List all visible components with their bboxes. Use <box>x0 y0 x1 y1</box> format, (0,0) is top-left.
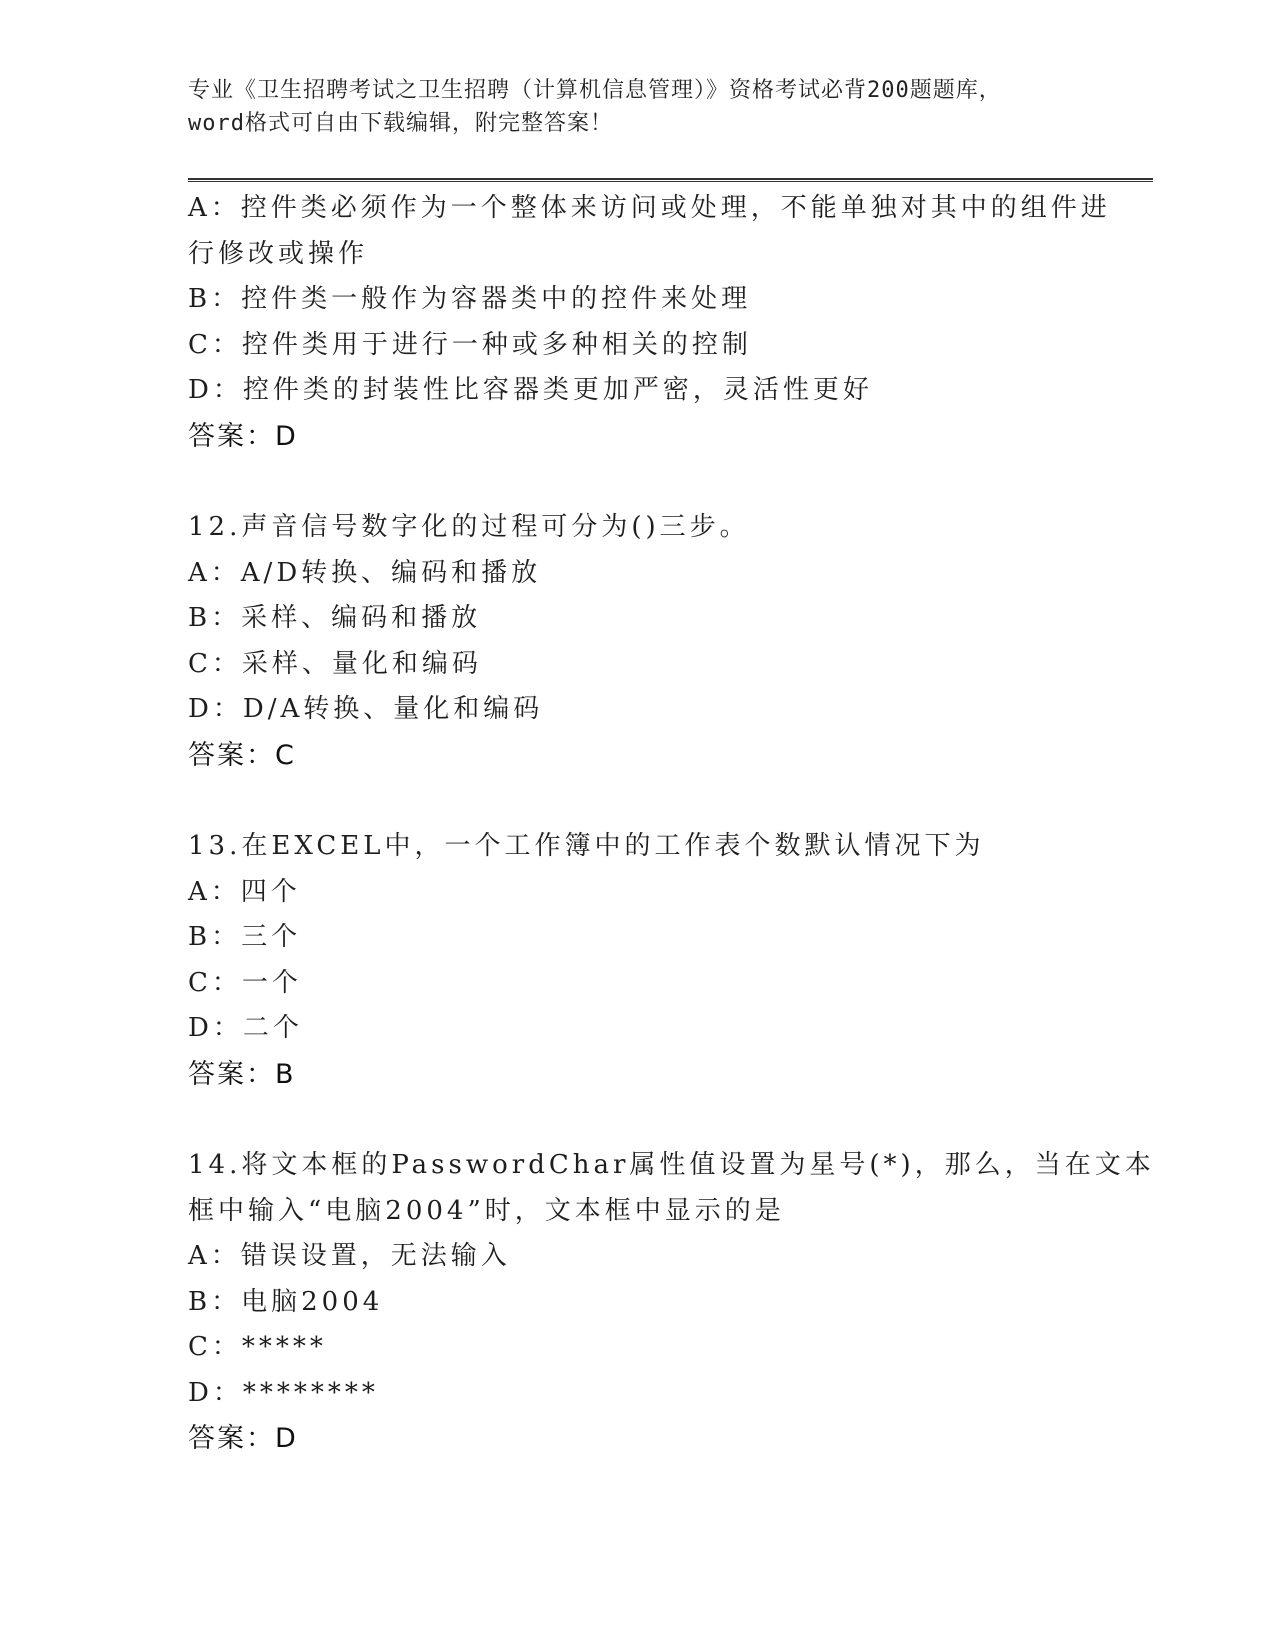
header-line-2: word格式可自由下载编辑，附完整答案！ <box>188 111 613 136</box>
option-a: A：控件类必须作为一个整体来访问或处理，不能单独对其中的组件进 <box>188 193 1111 223</box>
option-d: D：二个 <box>188 1013 303 1043</box>
question-block-13 <box>188 824 1078 1097</box>
option-b: B：控件类一般作为容器类中的控件来处理 <box>188 284 752 314</box>
header-line-1: 专业《卫生招聘考试之卫生招聘（计算机信息管理）》资格考试必背200题题库， <box>188 78 1002 103</box>
option-b: B：电脑2004 <box>188 1286 384 1317</box>
question-text: 14.将文本框的PasswordChar属性值设置为星号(*)，那么，当在文本 <box>188 1150 1155 1180</box>
question-block-12 <box>188 505 1078 778</box>
spacer <box>188 1097 1078 1143</box>
option-b: B：三个 <box>188 922 302 952</box>
document-header <box>188 74 1108 140</box>
spacer <box>188 778 1078 824</box>
option-b: B：采样、编码和播放 <box>188 603 482 633</box>
option-c: C：一个 <box>188 967 302 998</box>
option-a: A：A/D转换、编码和播放 <box>188 557 542 588</box>
answer-line: 答案：D <box>188 1423 298 1454</box>
option-d: D：D/A转换、量化和编码 <box>188 694 544 724</box>
question-block-14 <box>188 1143 1155 1462</box>
question-block-11 <box>188 186 1111 459</box>
answer-line: 答案：D <box>188 420 298 452</box>
question-list <box>188 186 1155 1462</box>
option-d: D：******** <box>188 1377 379 1408</box>
option-a-continued: 行修改或操作 <box>188 238 369 269</box>
answer-line: 答案：C <box>188 739 296 771</box>
option-c: C：***** <box>188 1332 327 1362</box>
option-c: C：采样、量化和编码 <box>188 648 482 679</box>
option-a: A：四个 <box>188 876 301 907</box>
answer-line: 答案：B <box>188 1058 296 1090</box>
spacer <box>188 459 1078 505</box>
question-text-continued: 框中输入“电脑2004”时，文本框中显示的是 <box>188 1195 785 1226</box>
option-d: D：控件类的封装性比容器类更加严密，灵活性更好 <box>188 375 873 405</box>
header-divider <box>188 178 1153 182</box>
option-c: C：控件类用于进行一种或多种相关的控制 <box>188 329 752 360</box>
option-a: A：错误设置，无法输入 <box>188 1241 511 1271</box>
question-text: 13.在EXCEL中，一个工作簿中的工作表个数默认情况下为 <box>188 831 985 861</box>
question-text: 12.声音信号数字化的过程可分为()三步。 <box>188 512 750 542</box>
